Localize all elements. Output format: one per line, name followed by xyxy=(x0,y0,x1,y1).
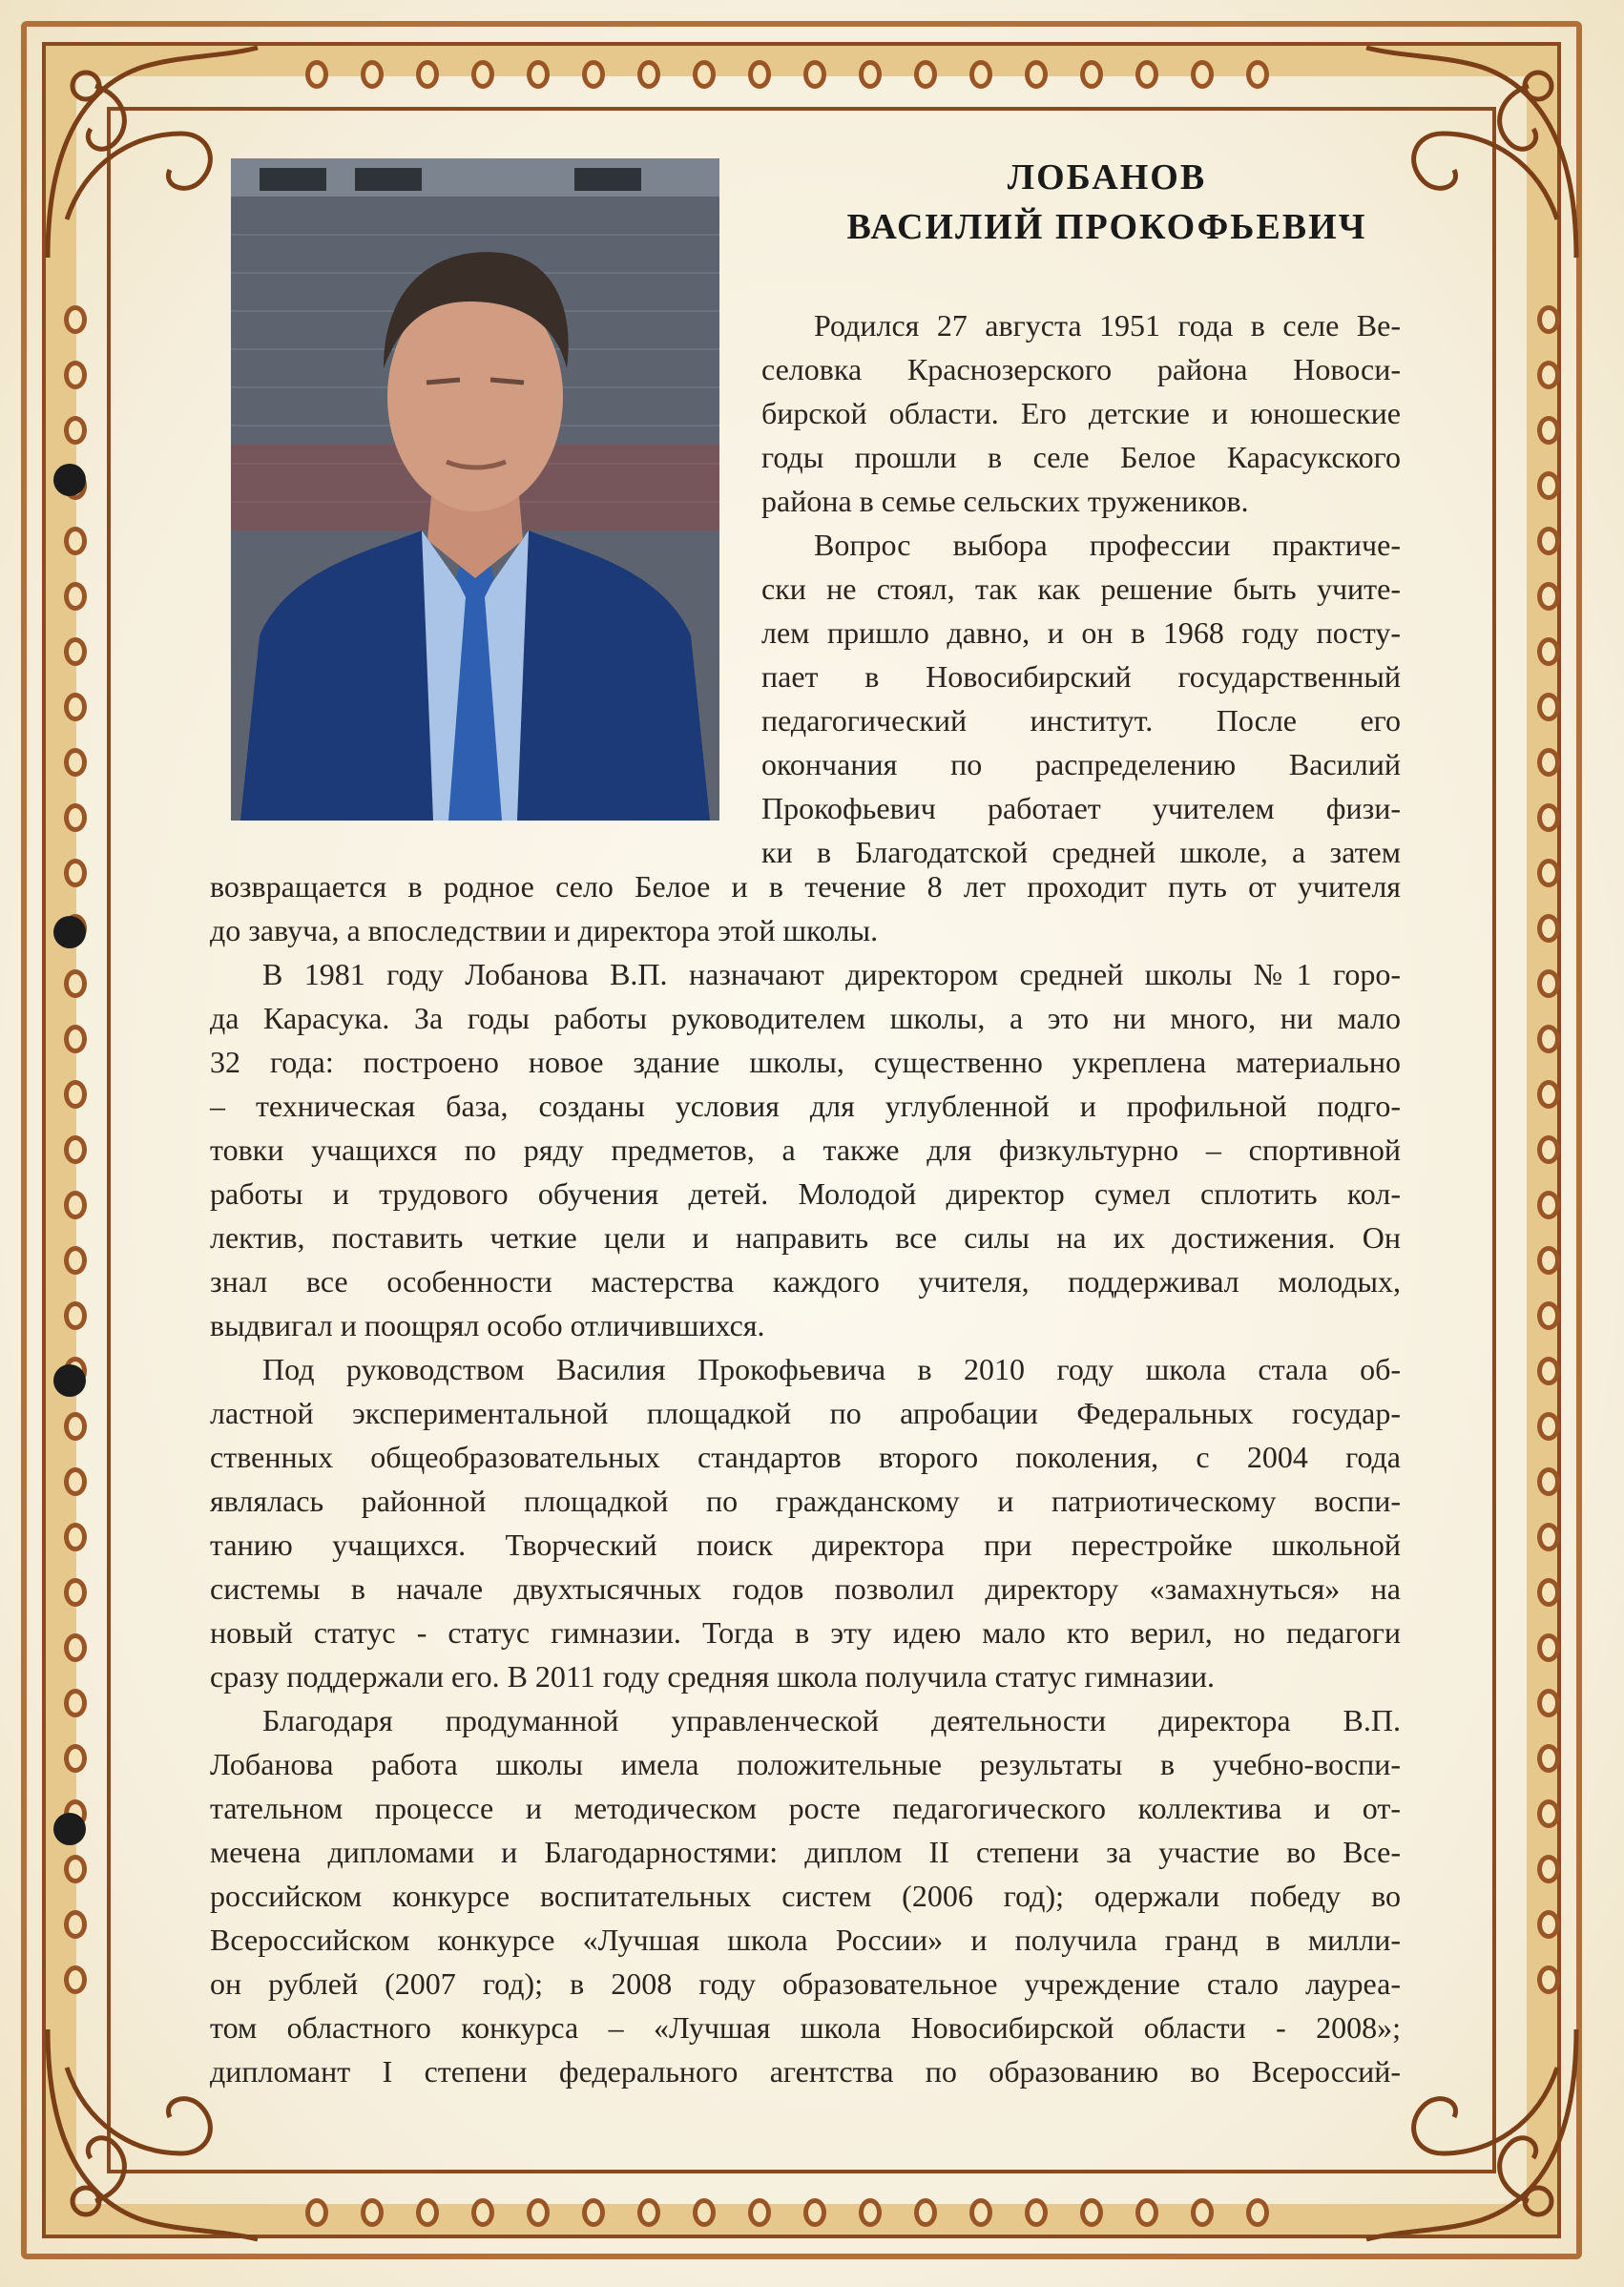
border-ring-ornament xyxy=(64,527,87,555)
border-ring-ornament xyxy=(1025,60,1048,89)
text-line: окончания по распределению Василий xyxy=(761,747,1401,781)
border-ring-ornament xyxy=(361,2198,384,2227)
text-line: российском конкурсе воспитательных систем (2006 год); одержали победу во xyxy=(210,1879,1401,1913)
text-line: том областного конкурса – «Лучшая школа Новосибирской области - 2008»; xyxy=(210,2010,1401,2045)
border-ring-ornament xyxy=(1537,1412,1560,1441)
bio-text-full-width xyxy=(210,864,1401,2093)
border-ring-ornament xyxy=(64,416,87,445)
border-ring-ornament xyxy=(1191,2198,1214,2227)
border-ring-ornament xyxy=(969,60,992,89)
text-line: Под руководством Василия Прокофьевича в 2010 году школа стала об- xyxy=(262,1352,1401,1386)
border-ring-ornament xyxy=(64,693,87,721)
border-ring-ornament xyxy=(64,1191,87,1219)
border-ring-ornament xyxy=(64,1080,87,1109)
border-ring-ornament xyxy=(1537,1578,1560,1607)
border-ring-ornament xyxy=(471,60,494,89)
border-ring-ornament xyxy=(803,60,826,89)
border-ring-ornament xyxy=(64,1523,87,1551)
border-ring-ornament xyxy=(1537,1689,1560,1717)
border-ring-ornament xyxy=(64,361,87,389)
border-ring-ornament xyxy=(64,748,87,777)
border-ring-ornament xyxy=(1537,637,1560,666)
border-ring-ornament xyxy=(416,60,439,89)
border-ring-ornament xyxy=(637,2198,660,2227)
border-ring-ornament xyxy=(1537,1799,1560,1828)
text-line: В 1981 году Лобанова В.П. назначают директором средней школы №1 горо- xyxy=(262,957,1401,991)
border-ring-ornament xyxy=(416,2198,439,2227)
text-line: лектив, поставить четкие цели и направить все силы на их достижения. Он xyxy=(210,1220,1401,1255)
border-ring-ornament xyxy=(1135,2198,1158,2227)
border-ring-ornament xyxy=(1537,1633,1560,1662)
text-line: да Карасука. За годы работы руководителем школы, а это ни много, ни мало xyxy=(210,1001,1401,1035)
border-ring-ornament xyxy=(1537,1301,1560,1330)
border-ring-ornament xyxy=(64,859,87,887)
text-line: ки в Благодатской средней школе, а затем xyxy=(761,835,1401,869)
binder-hole xyxy=(53,916,86,948)
border-ring-ornament xyxy=(64,969,87,998)
text-line: педагогический институт. После его xyxy=(761,703,1401,738)
border-ring-ornament xyxy=(859,60,882,89)
text-line: знал все особенности мастерства каждого учителя, поддерживал молодых, xyxy=(210,1264,1401,1299)
portrait-photo xyxy=(231,158,719,821)
border-ring-ornament xyxy=(748,60,771,89)
border-ring-ornament xyxy=(527,2198,550,2227)
border-ring-ornament xyxy=(361,60,384,89)
border-ring-ornament xyxy=(1080,2198,1103,2227)
text-line: выдвигал и поощрял особо отличившихся. xyxy=(210,1308,765,1342)
text-line: пает в Новосибирский государственный xyxy=(761,659,1401,694)
border-ring-ornament xyxy=(1537,1467,1560,1496)
text-line: возвращается в родное село Белое и в течение 8 лет проходит путь от учителя xyxy=(210,869,1401,904)
border-ring-ornament xyxy=(1135,60,1158,89)
border-ring-ornament xyxy=(1537,1855,1560,1883)
binder-hole xyxy=(53,464,86,496)
border-ring-ornament xyxy=(1537,305,1560,334)
border-ring-ornament xyxy=(305,2198,328,2227)
border-ring-ornament xyxy=(64,1135,87,1164)
border-ring-ornament xyxy=(1537,582,1560,611)
border-ring-ornament xyxy=(637,60,660,89)
text-line: Благодаря продуманной управленческой деятельности директора В.П. xyxy=(262,1703,1401,1737)
text-line: системы в начале двухтысячных годов позволил директору «замахнуться» на xyxy=(210,1571,1401,1606)
border-ring-ornament xyxy=(1246,60,1269,89)
border-ring-ornament xyxy=(859,2198,882,2227)
border-ring-ornament xyxy=(914,60,937,89)
text-line: ластной экспериментальной площадкой по апробации Федеральных государ- xyxy=(210,1396,1401,1430)
text-line: работы и трудового обучения детей. Молодой директор сумел сплотить кол- xyxy=(210,1176,1401,1211)
border-ring-ornament xyxy=(1537,1025,1560,1053)
text-line: новый статус - статус гимназии. Тогда в эту идею мало кто верил, но педагоги xyxy=(210,1615,1401,1650)
border-ring-ornament xyxy=(1537,1191,1560,1219)
border-ring-ornament xyxy=(1537,693,1560,721)
bio-text-right-column xyxy=(761,303,1401,874)
border-ring-ornament xyxy=(1537,1357,1560,1385)
text-line: годы прошли в селе Белое Карасукского xyxy=(761,440,1401,474)
border-ring-ornament xyxy=(1191,60,1214,89)
text-line: Вопрос выбора профессии практиче- xyxy=(814,528,1401,562)
border-ring-ornament xyxy=(64,1965,87,1994)
text-line: бирской области. Его детские и юношеские xyxy=(761,396,1401,430)
border-ring-ornament xyxy=(64,1025,87,1053)
text-line: являлась районной площадкой по гражданскому и патриотическому воспи- xyxy=(210,1484,1401,1518)
border-ring-ornament xyxy=(64,1246,87,1275)
text-line: ственных общеобразовательных стандартов второго поколения, с 2004 года xyxy=(210,1440,1401,1474)
border-ring-ornament xyxy=(1080,60,1103,89)
binder-hole xyxy=(53,1813,86,1845)
text-line: лем пришло давно, и он в 1968 году посту- xyxy=(761,615,1401,650)
text-line: Лобанова работа школы имела положительные результаты в учебно-воспи- xyxy=(210,1747,1401,1781)
text-line: селовка Краснозерского района Новоси- xyxy=(761,352,1401,386)
text-line: Всероссийском конкурсе «Лучшая школа России» и получила гранд в милли- xyxy=(210,1923,1401,1957)
text-line: 32 года: построено новое здание школы, существенно укреплена материально xyxy=(210,1045,1401,1079)
border-ring-ornament xyxy=(1246,2198,1269,2227)
text-line: Прокофьевич работает учителем физи- xyxy=(761,791,1401,825)
text-line: – техническая база, созданы условия для углубленной и профильной подго- xyxy=(210,1089,1401,1123)
border-ring-ornament xyxy=(527,60,550,89)
border-ring-ornament xyxy=(64,582,87,611)
text-line: танию учащихся. Творческий поиск директора при перестройке школьной xyxy=(210,1528,1401,1562)
border-ring-ornament xyxy=(1537,1744,1560,1773)
border-ring-ornament xyxy=(471,2198,494,2227)
border-ring-ornament xyxy=(582,60,605,89)
border-ring-ornament xyxy=(64,1689,87,1717)
border-ring-ornament xyxy=(969,2198,992,2227)
border-ring-ornament xyxy=(582,2198,605,2227)
border-ring-ornament xyxy=(693,2198,716,2227)
border-ring-ornament xyxy=(64,305,87,334)
border-ring-ornament xyxy=(64,803,87,832)
border-ring-ornament xyxy=(64,1578,87,1607)
border-ring-ornament xyxy=(693,60,716,89)
text-line: района в семье сельских тружеников. xyxy=(761,484,1249,518)
text-line: ски не стоял, так как решение быть учите- xyxy=(761,572,1401,606)
border-ring-ornament xyxy=(1537,1246,1560,1275)
border-ring-ornament xyxy=(64,1412,87,1441)
border-ring-ornament xyxy=(64,1301,87,1330)
title-surname: ЛОБАНОВ xyxy=(1007,157,1207,198)
border-ring-ornament xyxy=(64,1633,87,1662)
border-ring-ornament xyxy=(1537,1080,1560,1109)
border-ring-ornament xyxy=(1537,859,1560,887)
border-ring-ornament xyxy=(1537,748,1560,777)
border-ring-ornament xyxy=(64,637,87,666)
border-ring-ornament xyxy=(1025,2198,1048,2227)
text-line: дипломант I степени федерального агентства по образованию во Всероссий- xyxy=(210,2054,1401,2089)
border-ring-ornament xyxy=(64,1467,87,1496)
border-ring-ornament xyxy=(914,2198,937,2227)
text-line: тательном процессе и методическом росте педагогического коллектива и от- xyxy=(210,1791,1401,1825)
border-ring-ornament xyxy=(1537,969,1560,998)
page-title xyxy=(782,153,1431,252)
border-ring-ornament xyxy=(64,1855,87,1883)
border-ring-ornament xyxy=(1537,1523,1560,1551)
border-ring-ornament xyxy=(1537,471,1560,500)
text-line: мечена дипломами и Благодарностями: диплом II степени за участие во Все- xyxy=(210,1835,1401,1869)
border-ring-ornament xyxy=(1537,1135,1560,1164)
border-ring-ornament xyxy=(64,1910,87,1939)
text-line: до завуча, а впоследствии и директора этой школы. xyxy=(210,913,879,947)
text-line: товки учащихся по ряду предметов, а также для физкультурно – спортивной xyxy=(210,1133,1401,1167)
border-ring-ornament xyxy=(1537,527,1560,555)
border-ring-ornament xyxy=(748,2198,771,2227)
text-line: Родился 27 августа 1951 года в селе Ве- xyxy=(814,308,1401,343)
border-ring-ornament xyxy=(1537,1910,1560,1939)
text-line: сразу поддержали его. В 2011 году средняя школа получила статус гимназии. xyxy=(210,1659,1216,1694)
border-ring-ornament xyxy=(305,60,328,89)
text-line: он рублей (2007 год); в 2008 году образовательное учреждение стало лауреа- xyxy=(210,1966,1401,2001)
border-ring-ornament xyxy=(1537,1965,1560,1994)
border-ring-ornament xyxy=(803,2198,826,2227)
border-ring-ornament xyxy=(1537,361,1560,389)
border-ring-ornament xyxy=(1537,914,1560,943)
binder-hole xyxy=(53,1364,86,1397)
title-given-names: ВАСИЛИЙ ПРОКОФЬЕВИЧ xyxy=(846,207,1367,247)
border-ring-ornament xyxy=(64,1744,87,1773)
border-ring-ornament xyxy=(1537,416,1560,445)
border-ring-ornament xyxy=(1537,803,1560,832)
